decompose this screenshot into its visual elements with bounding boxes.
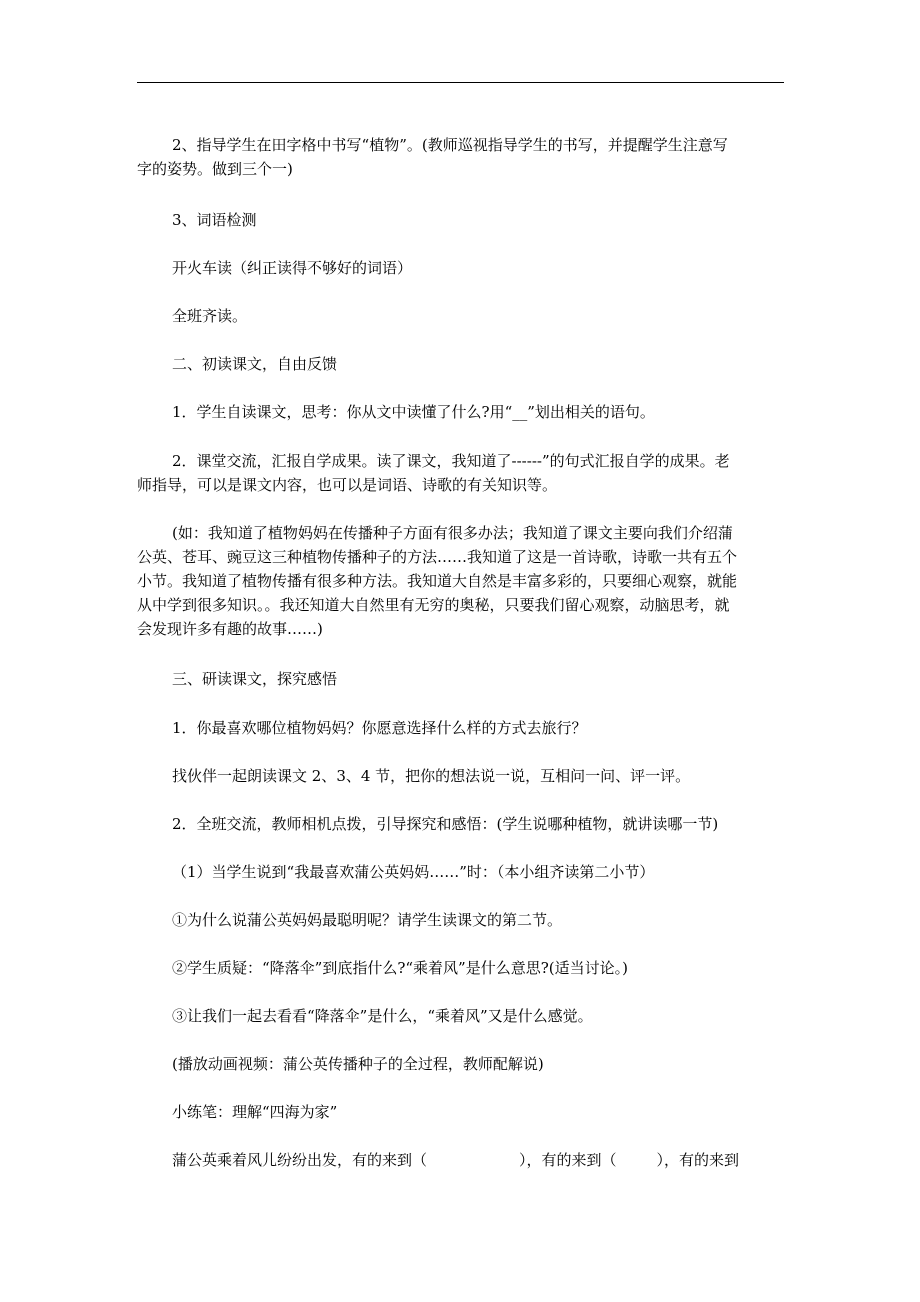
- paragraph-partner-reading: 找伙伴一起朗读课文 2、3、4 节，把你的想法说一说，互相问一问、评一评。: [172, 767, 691, 785]
- paragraph-video-note: (播放动画视频：蒲公英传播种子的全过程，教师配解说): [172, 1055, 544, 1073]
- paragraph-line: 字的姿势。做到三个一): [137, 160, 293, 178]
- paragraph-class-reading: 全班齐读。: [172, 307, 248, 325]
- paragraph-examples: [137, 521, 784, 641]
- paragraph-question-one: ①为什么说蒲公英妈妈最聪明呢？请学生读课文的第二节。: [172, 911, 563, 929]
- paragraph-line: (如：我知道了植物妈妈在传播种子方面有很多办法；我知道了课文主要向我们介绍蒲: [172, 524, 733, 542]
- paragraph-train-reading: 开火车读（纠正读得不够好的词语）: [172, 259, 413, 277]
- paragraph-writing-guidance: [137, 133, 784, 181]
- section-heading-study-text: 三、研读课文，探究感悟: [172, 670, 338, 688]
- fill-blank-text: ），有的来到（: [519, 1151, 617, 1169]
- header-rule: [137, 82, 784, 83]
- paragraph-line: 会发现许多有趣的故事……): [137, 620, 323, 638]
- paragraph-fill-in-blank: [172, 1148, 784, 1172]
- paragraph-line: 从中学到很多知识。。我还知道大自然里有无穷的奥秘，只要我们留心观察，动脑思考，就: [137, 596, 730, 614]
- paragraph-line: 2、指导学生在田字格中书写“植物”。(教师巡视指导学生的书写，并提醒学生注意写: [172, 136, 728, 154]
- paragraph-vocabulary-check: 3、词语检测: [172, 211, 257, 229]
- paragraph-question-three: ③让我们一起去看看“降落伞”是什么，“乘着风”又是什么感觉。: [172, 1007, 593, 1025]
- paragraph-line: 公英、苍耳、豌豆这三种植物传播种子的方法……我知道了这是一首诗歌，诗歌一共有五个: [137, 548, 738, 566]
- paragraph-class-exchange: [137, 449, 784, 497]
- paragraph-favorite-plant: 1．你最喜欢哪位植物妈妈？你愿意选择什么样的方式去旅行？: [172, 719, 587, 737]
- paragraph-writing-exercise: 小练笔：理解“四海为家”: [172, 1103, 338, 1121]
- paragraph-self-reading: 1．学生自读课文，思考：你从文中读懂了什么?用“__”划出相关的语句。: [172, 403, 655, 421]
- fill-blank-text: 蒲公英乘着风儿纷纷出发，有的来到（: [172, 1151, 428, 1169]
- paragraph-question-two: ②学生质疑：“降落伞”到底指什么?“乘着风”是什么意思?(适当讨论。): [172, 959, 628, 977]
- paragraph-line: 师指导，可以是课文内容，也可以是词语、诗歌的有关知识等。: [137, 476, 558, 494]
- paragraph-dandelion-intro: （1）当学生说到“我最喜欢蒲公英妈妈……”时：（本小组齐读第二小节）: [172, 863, 655, 881]
- section-heading-first-reading: 二、初读课文，自由反馈: [172, 355, 338, 373]
- paragraph-line: 2．课堂交流，汇报自学成果。读了课文，我知道了------”的句式汇报自学的成果。老: [172, 452, 730, 470]
- fill-blank-text: ），有的来到: [656, 1151, 740, 1169]
- paragraph-line: 小节。我知道了植物传播有很多种方法。我知道大自然是丰富多彩的，只要细心观察，就能: [137, 572, 738, 590]
- paragraph-class-discussion: 2．全班交流，教师相机点拨，引导探究和感悟：(学生说哪种植物，就讲读哪一节): [172, 815, 719, 833]
